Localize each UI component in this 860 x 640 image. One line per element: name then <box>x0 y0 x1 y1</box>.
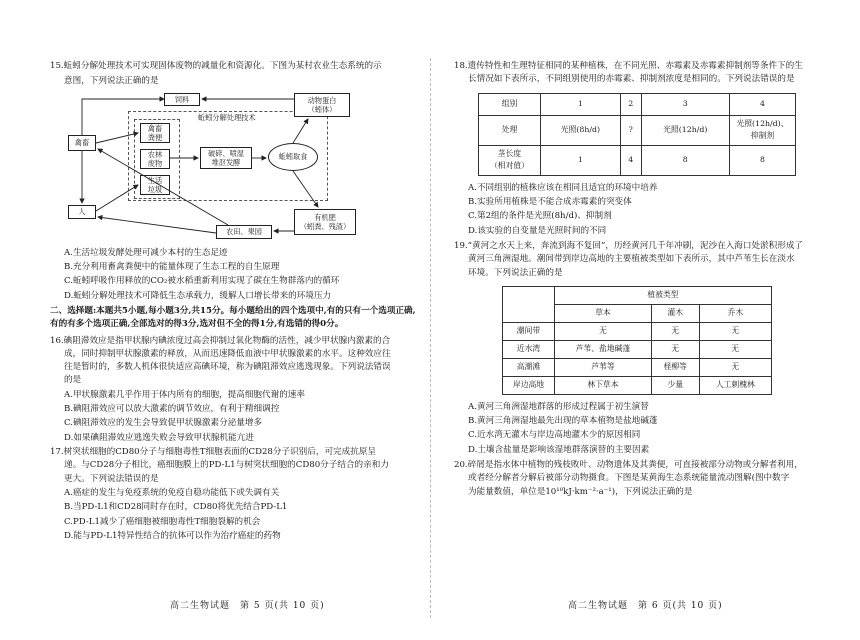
table-row <box>503 322 772 340</box>
table-cell: 处理 <box>479 115 541 145</box>
table-cell: 3 <box>641 93 729 115</box>
table-cell: 1 <box>541 93 621 115</box>
question-16 <box>50 335 418 446</box>
table-cell: 岸边高地 <box>503 376 555 394</box>
diagram-arrows <box>68 93 368 243</box>
q18-table <box>478 93 796 176</box>
table-cell: 无 <box>699 340 771 358</box>
table-cell: 高潮滩 <box>503 358 555 376</box>
table-cell: 1 <box>541 145 621 175</box>
table-cell: 少量 <box>651 376 699 394</box>
q16-option-c: C.碘阻滞效应的发生会导致促甲状腺激素分泌量增多 <box>64 418 263 429</box>
q18-option-d: D.该实验的自变量是光照时间的不同 <box>468 225 607 236</box>
q15-option-b: B.充分利用畜禽粪便中的能量体现了生态工程的自生原理 <box>64 261 280 272</box>
q16-option-a: A.甲状腺激素几乎作用于体内所有的细胞，提高细胞代谢的速率 <box>64 389 305 400</box>
table-row <box>503 376 772 394</box>
q18-option-b: B.实验所用植株是不能合成赤霉素的突变体 <box>468 196 632 207</box>
q15-diagram <box>68 93 368 243</box>
q18-option-c: C.第2组的条件是光照(8h/d)、抑制剂 <box>468 211 612 222</box>
question-15 <box>50 60 418 303</box>
q19-line-2: 黄河三角洲湿地。潮间带到岸边高地的主要植被类型如下表所示，其中芦苇生长在淡水 <box>468 254 795 265</box>
right-page <box>454 60 822 499</box>
crop-waste-box: 农林 废物 <box>140 149 170 169</box>
question-17 <box>50 446 418 543</box>
table-cell: 林下草本 <box>555 376 652 394</box>
q17-option-d: D.能与PD-L1特异性结合的抗体可以作为治疗癌症的药物 <box>64 530 281 541</box>
q16-line-1: 16.碘阻滞效应是指甲状腺内碘浓度过高会抑制过氧化物酶的活性，减少甲状腺内激素的合 <box>50 335 391 346</box>
q18-line-2: 长情况如下表所示，不同组别使用的赤霉素、抑制剂浓度是相同的。下列说法错误的是 <box>468 74 795 85</box>
q16-option-b: B.碘阻滞效应可以放大激素的调节效应，有利于精细调控 <box>64 404 280 415</box>
q19-option-c: C.近水湾无灌木与岸边高地灌木少的原因相同 <box>468 430 641 441</box>
table-cell: 草本 <box>555 304 652 322</box>
q15-option-c: C.蚯蚓呼吸作用释放的CO₂被水稻重新利用实现了碳在生物群落内的循环 <box>64 276 340 287</box>
table-cell: 芦苇、盐地碱蓬 <box>555 340 652 358</box>
table-cell: 近水湾 <box>503 340 555 358</box>
table-row <box>479 145 796 175</box>
q16-line-4: 的是 <box>64 375 82 386</box>
table-cell: ? <box>620 115 641 145</box>
table-cell: 4 <box>730 93 796 115</box>
table-cell: 无 <box>699 322 771 340</box>
table-cell: 2 <box>620 93 641 115</box>
q15-option-d: D.蚯蚓分解处理技术可降低生态承载力，缓解人口增长带来的环境压力 <box>64 290 332 301</box>
q15-option-a: A.生活垃圾发酵处理可减少本村的生态足迹 <box>64 247 228 258</box>
question-20 <box>454 459 822 499</box>
earthworm-oval: 蚯蚓取食 <box>268 143 318 171</box>
q19-line-3: 环境。下列说法正确的是 <box>468 267 563 278</box>
table-cell: 光照(8h/d) <box>541 115 621 145</box>
table-cell: 植被类型 <box>555 286 772 304</box>
q15-stem: 15.蚯蚓分解处理技术可实现固体废物的减量化和资源化。下图为某村农业生态系统的示 <box>50 61 382 71</box>
table-cell: 光照(12h/d)、抑制剂 <box>730 115 796 145</box>
q17-option-a: A.癌症的发生与免疫系统的免疫自稳功能低下或失调有关 <box>64 487 280 498</box>
q20-line-1: 20.碎屑是指水体中植物的残枝败叶、动物遗体及其粪便，可直接被部分动物或分解者利用， <box>454 460 803 471</box>
table-cell: 无 <box>555 322 652 340</box>
question-19 <box>454 240 822 457</box>
q18-line-1: 18.遗传特性和生理特征相同的某种植株，在不同光照、赤霉素及赤霉素抑制剂等条件下的生 <box>454 61 803 71</box>
table-cell: 柽柳等 <box>651 358 699 376</box>
table-cell: 潮间带 <box>503 322 555 340</box>
animal-protein-box: 动物蛋白 （蚓体） <box>294 93 350 117</box>
person-box: 人 <box>68 205 96 219</box>
q15-stem-cont: 意图，下列说法正确的是 <box>64 76 159 87</box>
manure-box: 禽畜 粪便 <box>140 123 170 143</box>
table-cell: 乔木 <box>699 304 771 322</box>
table-row <box>503 358 772 376</box>
q20-line-3: 为能量数值，单位是10¹⁰kJ·km⁻²·a⁻¹)，下列说法正确的是 <box>468 486 693 497</box>
left-page <box>50 60 418 544</box>
farmland-box: 农田、果园 <box>216 225 272 239</box>
q19-table <box>502 286 772 395</box>
page-footer-left: 高二生物试题 第 5 页(共 10 页) <box>170 601 325 611</box>
table-cell: 组别 <box>479 93 541 115</box>
table-cell: 4 <box>620 145 641 175</box>
table-cell: 无 <box>651 322 699 340</box>
table-row <box>479 115 796 145</box>
table-cell: 光照(12h/d) <box>641 115 729 145</box>
garbage-box: 生活 垃圾 <box>140 175 170 195</box>
table-cell: 无 <box>699 358 771 376</box>
q17-line-1: 17.树突状细胞的CD80分子与细胞毒性T细胞表面的CD28分子识别后，可完成抗原呈 <box>50 447 377 457</box>
table-cell: 8 <box>730 145 796 175</box>
q17-line-2: 递。与CD28分子相比，癌细胞膜上的PD-L1与树突状细胞的CD80分子结合的亲和力 <box>64 460 389 471</box>
section-2-heading: 二、选择题:本题共5小题,每小题3分,共15分。每小题给出的四个选项中,有的只有一个选项正确,有的有多个选项正确,全部选对的得3分,选对但不全的得1分,有选错的得0分。 <box>50 305 416 330</box>
q16-line-3: 往是暂时的，多数人机体很快适应高碘环境，称为碘阻滞效应逃逸现象。下列说法错误 <box>64 362 391 373</box>
q16-line-2: 成，同时抑制甲状腺激素的释放，从而迅速降低血液中甲状腺激素的水平。这种效应往 <box>64 348 391 359</box>
q16-option-d: D.如果碘阻滞效应逃逸失败会导致甲状腺机能亢进 <box>64 432 254 443</box>
fertilizer-box: 有机肥 （蚓粪、残渣） <box>294 209 356 235</box>
q17-option-c: C.PD-L1减少了癌细胞被细胞毒性T细胞裂解的机会 <box>64 516 261 527</box>
livestock-box: 禽畜 <box>68 135 96 151</box>
q19-option-b: B.黄河三角洲湿地最先出现的草本植物是盐地碱蓬 <box>468 416 658 427</box>
table-cell: 灌木 <box>651 304 699 322</box>
feed-box: 饲料 <box>164 93 200 106</box>
tech-title: 蚯蚓分解处理技术 <box>198 112 256 122</box>
q20-line-2: 或者经分解者分解后被部分动物摄食。下图是某黄海生态系统能量流动图解(图中数字 <box>468 473 790 484</box>
q19-line-1: 19.“黄河之水天上来，奔流到海不复回”，历经黄河几千年冲刷，泥沙在入海口处淤积形成了 <box>454 240 804 251</box>
breakdown-box: 破碎、喷湿 堆沤发酵 <box>200 147 252 169</box>
table-cell: 人工刺槐林 <box>699 376 771 394</box>
q18-option-a: A.不同组别的植株应该在相同且适宜的环境中培养 <box>468 182 658 193</box>
table-cell: 茎长度 （相对值） <box>479 145 541 175</box>
page-footer-right: 高二生物试题 第 6 页(共 10 页) <box>568 601 723 611</box>
table-cell: 无 <box>651 340 699 358</box>
question-18 <box>454 60 822 238</box>
table-row <box>479 93 796 115</box>
q19-option-a: A.黄河三角洲湿地群落的形成过程属于初生演替 <box>468 401 649 412</box>
q17-option-b: B.当PD-L1和CD28同时存在时，CD80将优先结合PD-L1 <box>64 502 288 513</box>
table-cell: 8 <box>641 145 729 175</box>
q19-option-d: D.土壤含盐量是影响该湿地群落演替的主要因素 <box>468 444 650 455</box>
table-row <box>503 340 772 358</box>
page-divider <box>430 58 431 618</box>
table-cell: 芦苇等 <box>555 358 652 376</box>
table-row <box>503 286 772 304</box>
q17-line-3: 更大。下列说法错误的是 <box>64 473 159 484</box>
table-cell <box>503 286 555 322</box>
